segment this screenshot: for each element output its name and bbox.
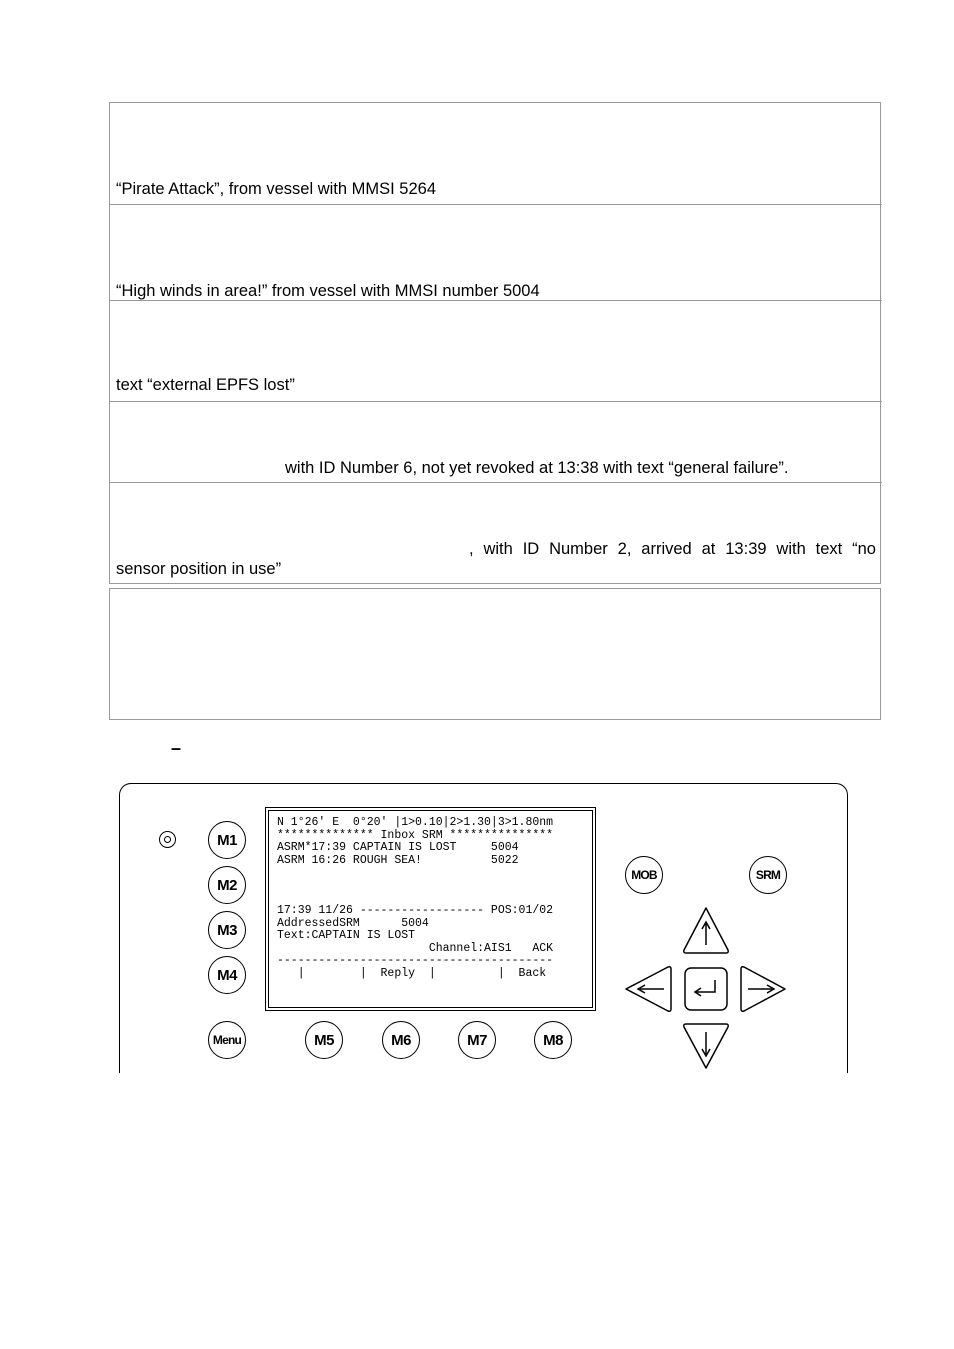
left-arrow-button[interactable] <box>626 967 671 1012</box>
m6-button[interactable]: M6 <box>382 1021 420 1059</box>
up-arrow-button[interactable] <box>684 908 729 953</box>
empty-box <box>109 588 881 720</box>
lcd-screen-inner <box>268 810 593 1008</box>
description-table <box>109 102 881 584</box>
navigation-pad <box>620 900 790 1072</box>
lcd-softkey-labels: | | Reply | | Back <box>277 966 547 980</box>
row-text-epfs-lost: text “external EPFS lost” <box>116 376 295 394</box>
right-arrow-button[interactable] <box>741 967 785 1012</box>
lcd-inbox-title: ************** Inbox SRM *************** <box>277 828 554 842</box>
m7-button[interactable]: M7 <box>458 1021 496 1059</box>
table-row <box>110 103 882 205</box>
m1-button[interactable]: M1 <box>208 821 246 859</box>
m4-button[interactable]: M4 <box>208 956 246 994</box>
row-text-no-sensor-1: , with ID Number 2, arrived at 13:39 with text “no <box>469 540 876 558</box>
row-text-high-winds: “High winds in area!” from vessel with MMSI number 5004 <box>116 282 540 300</box>
lcd-detail-header: 17:39 11/26 ------------------ POS:01/02 <box>277 904 554 917</box>
table-row <box>110 402 882 483</box>
row-text-general-failure: with ID Number 6, not yet revoked at 13:38 with text “general failure”. <box>285 459 789 477</box>
down-arrow-button[interactable] <box>684 1024 729 1068</box>
m5-button[interactable]: M5 <box>305 1021 343 1059</box>
lcd-detail-text: Text:CAPTAIN IS LOST <box>277 929 416 942</box>
lcd-divider: ---------------------------------------- <box>277 954 554 967</box>
m8-button[interactable]: M8 <box>534 1021 572 1059</box>
caption-dash: – <box>171 738 182 758</box>
m2-button[interactable]: M2 <box>208 866 246 904</box>
mob-button[interactable]: MOB <box>625 856 663 894</box>
enter-button[interactable] <box>685 968 727 1010</box>
table-row <box>110 301 882 402</box>
menu-button[interactable]: Menu <box>208 1021 246 1059</box>
lcd-screen <box>265 807 596 1011</box>
srm-button[interactable]: SRM <box>749 856 787 894</box>
table-row <box>110 483 882 585</box>
lcd-channel-ack: Channel:AIS1 ACK <box>277 941 554 955</box>
m3-button[interactable]: M3 <box>208 911 246 949</box>
lcd-detail-type: AddressedSRM 5004 <box>277 916 429 930</box>
row-text-pirate-attack: “Pirate Attack”, from vessel with MMSI 5264 <box>116 180 437 198</box>
lcd-position-line: N 1°26' E 0°20' |1>0.10|2>1.30|3>1.80nm <box>277 816 554 829</box>
table-row <box>110 205 882 301</box>
power-led-icon <box>159 831 176 848</box>
row-text-no-sensor-2: sensor position in use” <box>116 560 282 578</box>
lcd-message-row-2[interactable]: ASRM 16:26 ROUGH SEA! 5022 <box>277 853 519 867</box>
lcd-message-row-1[interactable]: ASRM*17:39 CAPTAIN IS LOST 5004 <box>277 841 519 854</box>
